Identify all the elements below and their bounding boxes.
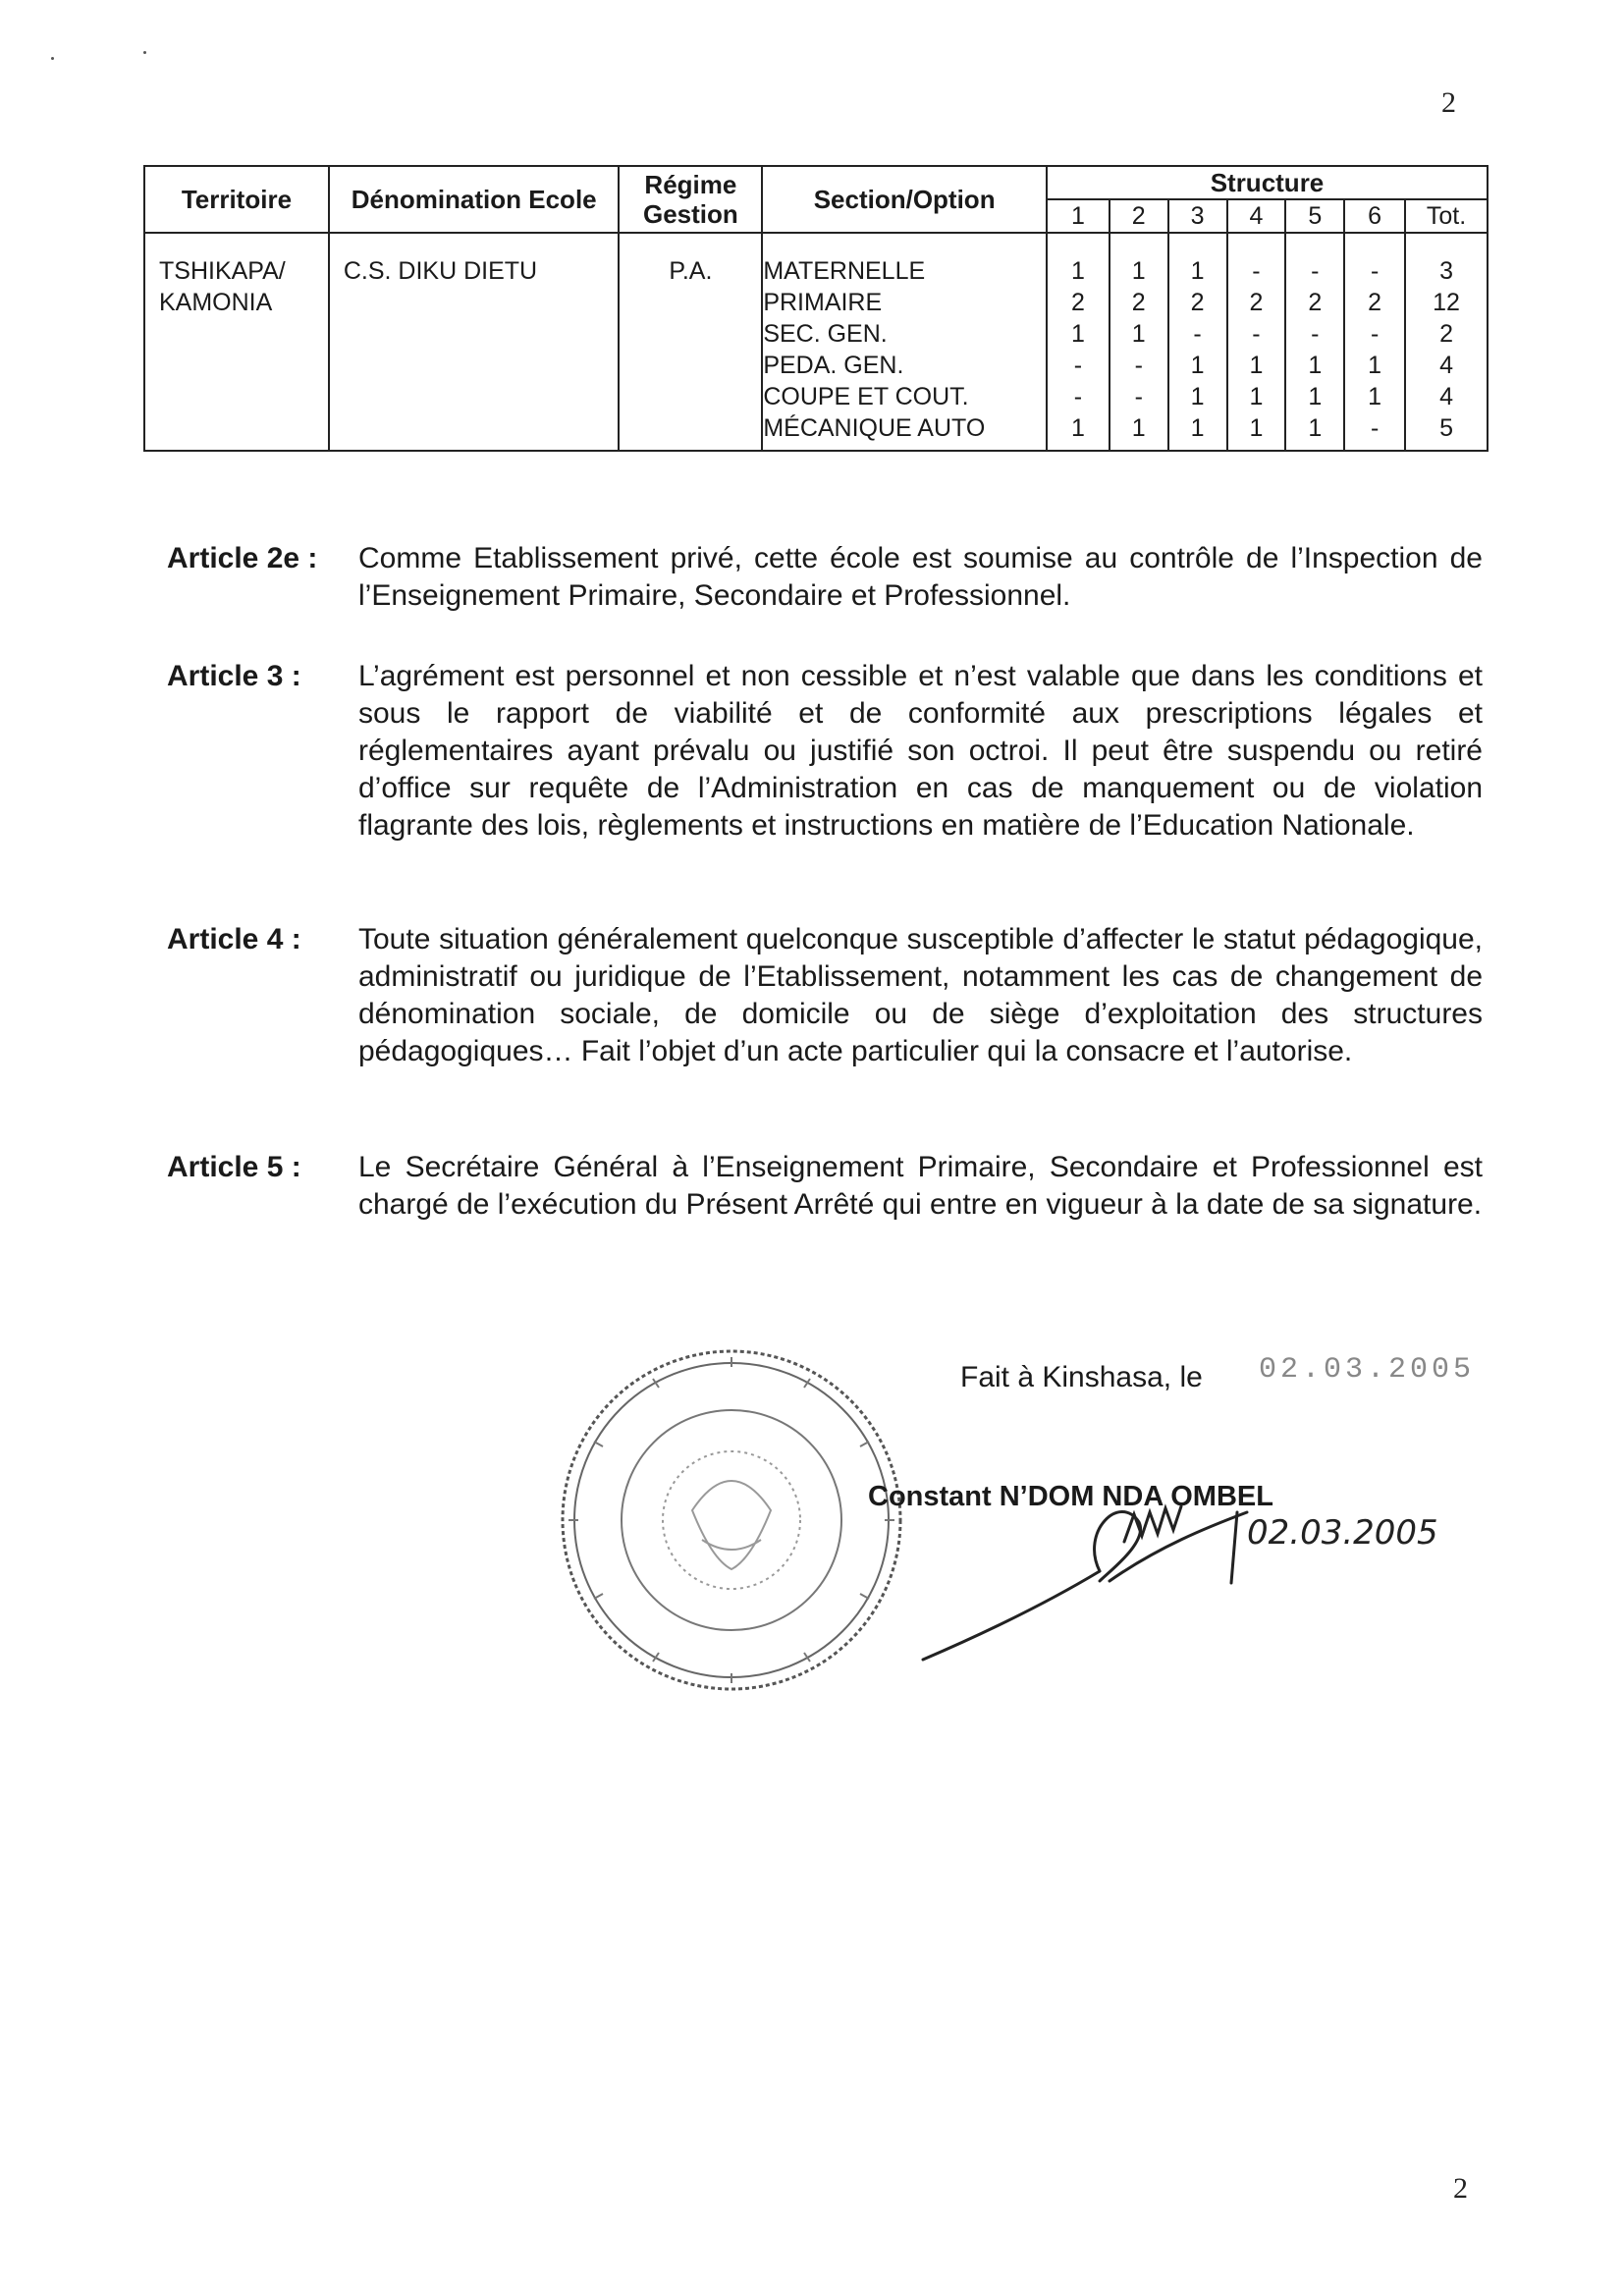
article-label: Article 2e :	[167, 542, 318, 574]
article-text: L’agrément est personnel et non cessible et n’est valable que dans les conditions et sous le rapport de viabilité et de conformité aux prescriptions légales et réglementaires ayant prévalu ou justifié son octroi. Il peut être suspendu ou retiré d’office sur requête de l’Administration en cas de manquement ou de violation flagrante des lois, règlements et instructions en matière de l’Education Nationale.	[358, 660, 1483, 842]
scan-speck	[143, 51, 146, 54]
section-item: PRIMAIRE	[763, 289, 883, 316]
header-col-6: 6	[1344, 199, 1405, 233]
structure-value: 1	[1131, 320, 1146, 348]
page-number-bottom: 2	[1453, 2172, 1468, 2205]
header-territoire: Territoire	[144, 166, 329, 233]
structure-table	[143, 165, 1489, 452]
structure-value: 1	[1070, 257, 1085, 285]
structure-value: 1	[1308, 414, 1323, 442]
structure-value: -	[1134, 383, 1143, 410]
header-col-2: 2	[1110, 199, 1168, 233]
structure-value: 2	[1190, 289, 1205, 316]
section-item: PEDA. GEN.	[763, 352, 904, 379]
structure-total: 2	[1439, 320, 1453, 348]
cell-territoire: TSHIKAPA/ KAMONIA	[159, 257, 286, 316]
structure-value: 1	[1249, 383, 1264, 410]
structure-value: 2	[1368, 289, 1382, 316]
structure-value: 2	[1249, 289, 1264, 316]
structure-total: 4	[1439, 352, 1453, 379]
structure-value: 1	[1249, 414, 1264, 442]
structure-value: 1	[1368, 352, 1382, 379]
structure-total: 4	[1439, 383, 1453, 410]
structure-value: 1	[1190, 383, 1205, 410]
section-item: SEC. GEN.	[763, 320, 888, 348]
header-total: Tot.	[1405, 199, 1488, 233]
signer-name: Constant N’DOM NDA OMBEL	[868, 1481, 1273, 1512]
structure-value: 1	[1249, 352, 1264, 379]
article-text: Comme Etablissement privé, cette école est soumise au contrôle de l’Inspection de l’Enseignement Primaire, Secondaire et Professionnel.	[358, 542, 1483, 612]
structure-value: 1	[1368, 383, 1382, 410]
section-item: MATERNELLE	[763, 257, 926, 285]
structure-value: -	[1370, 320, 1380, 348]
date-stamp: 02.03.2005	[1259, 1353, 1476, 1387]
place-date-line: Fait à Kinshasa, le	[960, 1361, 1203, 1393]
article-text: Toute situation généralement quelconque susceptible d’affecter le statut pédagogique, administratif ou juridique de l’Etablissement, notamment les cas de changement de dénomination sociale, de domicile ou de siège d’exploitation des structures pédagogiques… Fait l’objet d’un acte particulier qui la consacre et l’autorise.	[358, 923, 1483, 1067]
structure-col-6	[1345, 255, 1404, 444]
structure-value: -	[1252, 257, 1261, 285]
header-denomination: Dénomination Ecole	[329, 166, 620, 233]
article-text: Le Secrétaire Général à l’Enseignement Primaire, Secondaire et Professionnel est chargé de l’exécution du Présent Arrêté qui entre en vigueur à la date de sa signature.	[358, 1151, 1483, 1221]
article-4	[167, 921, 1483, 1070]
structure-value: 2	[1131, 289, 1146, 316]
structure-total: 3	[1439, 257, 1453, 285]
section-item: COUPE ET COUT.	[763, 383, 969, 410]
structure-value: -	[1311, 320, 1320, 348]
structure-value: 1	[1070, 414, 1085, 442]
header-regime: Régime Gestion	[619, 166, 762, 233]
section-list	[763, 255, 1046, 444]
handwritten-signature-icon	[913, 1453, 1438, 1669]
section-item: MÉCANIQUE AUTO	[763, 414, 986, 442]
header-col-4: 4	[1227, 199, 1286, 233]
structure-value: -	[1193, 320, 1202, 348]
structure-col-4	[1228, 255, 1285, 444]
structure-value: -	[1252, 320, 1261, 348]
structure-value: -	[1073, 383, 1083, 410]
signature-date: 02.03.2005	[1247, 1513, 1438, 1553]
cell-ecole: C.S. DIKU DIETU	[343, 257, 538, 285]
structure-col-3	[1169, 255, 1226, 444]
page-number-top: 2	[1441, 86, 1456, 119]
structure-value: -	[1370, 414, 1380, 442]
structure-value: -	[1073, 352, 1083, 379]
structure-col-1	[1048, 255, 1109, 444]
header-structure: Structure	[1047, 166, 1488, 199]
structure-value: 1	[1131, 414, 1146, 442]
article-label: Article 4 :	[167, 923, 301, 955]
article-label: Article 5 :	[167, 1151, 301, 1183]
header-section: Section/Option	[762, 166, 1047, 233]
official-seal-icon	[555, 1343, 908, 1697]
structure-col-5	[1286, 255, 1343, 444]
structure-total: 5	[1439, 414, 1453, 442]
structure-value: -	[1370, 257, 1380, 285]
structure-col-total	[1406, 255, 1487, 444]
header-col-5: 5	[1285, 199, 1344, 233]
structure-value: 1	[1308, 352, 1323, 379]
structure-value: 1	[1190, 257, 1205, 285]
structure-value: 2	[1308, 289, 1323, 316]
header-col-1: 1	[1047, 199, 1110, 233]
structure-value: 1	[1131, 257, 1146, 285]
article-label: Article 3 :	[167, 660, 301, 692]
scan-speck	[51, 57, 54, 60]
structure-value: 1	[1190, 352, 1205, 379]
header-col-3: 3	[1168, 199, 1227, 233]
cell-regime: P.A.	[669, 257, 713, 285]
structure-value: 1	[1190, 414, 1205, 442]
structure-value: 1	[1070, 320, 1085, 348]
structure-value: -	[1311, 257, 1320, 285]
article-2	[167, 540, 1483, 615]
structure-value: 1	[1308, 383, 1323, 410]
table-row	[144, 233, 1488, 451]
structure-total: 12	[1433, 289, 1460, 316]
article-3	[167, 658, 1483, 845]
article-5	[167, 1149, 1483, 1224]
structure-value: 2	[1070, 289, 1085, 316]
structure-col-2	[1110, 255, 1167, 444]
structure-value: -	[1134, 352, 1143, 379]
